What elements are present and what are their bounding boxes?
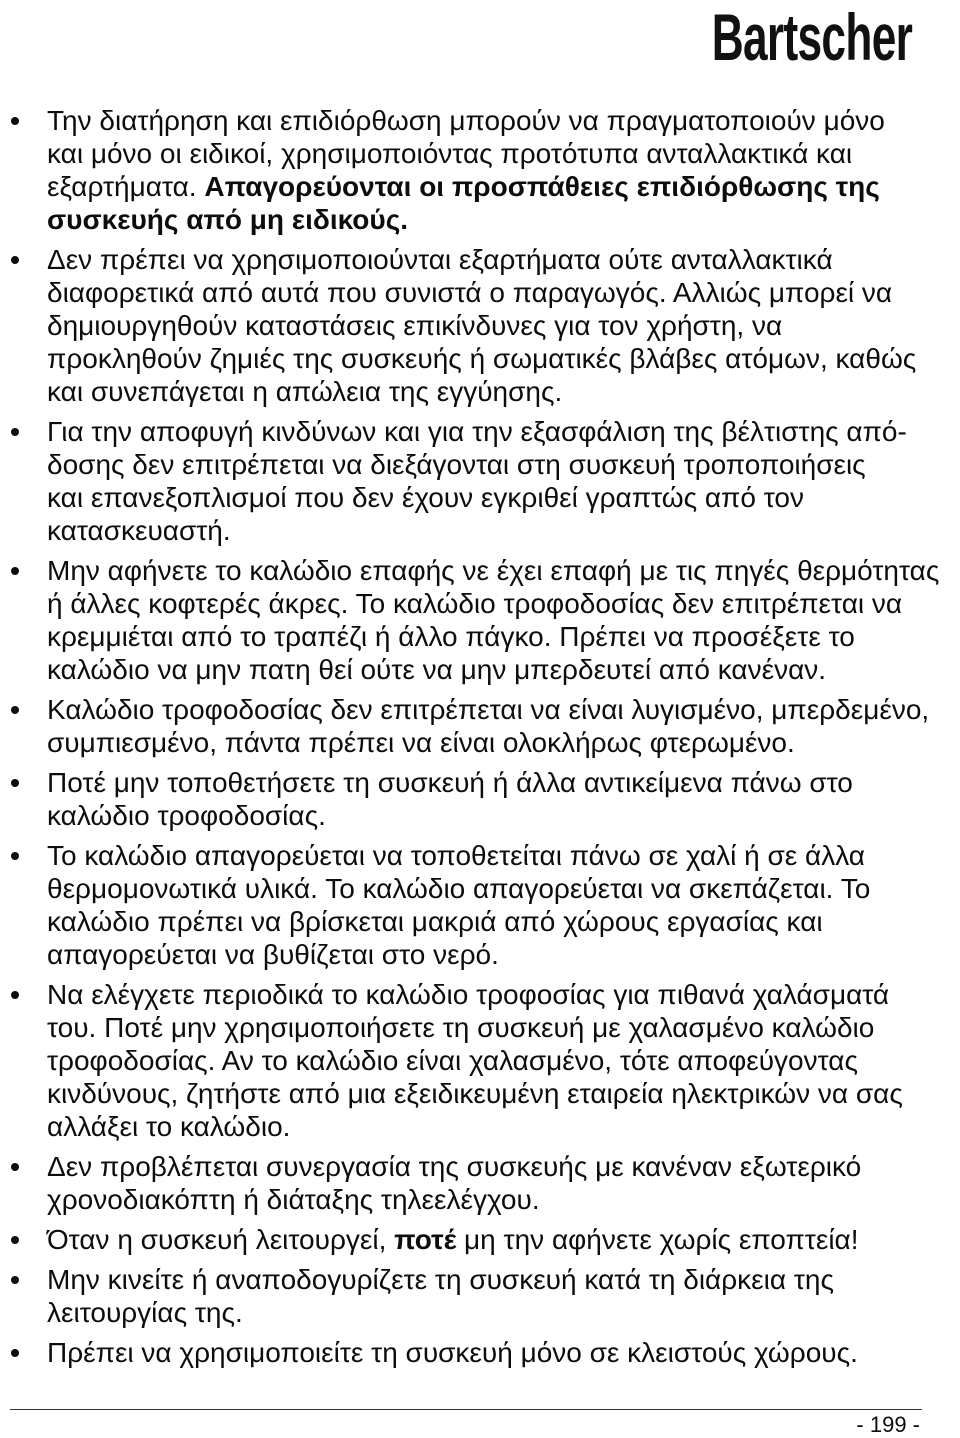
text-line: κατασκευαστή. (47, 515, 231, 546)
bullet-icon (11, 428, 19, 436)
text-line: Το καλώδιο απαγορεύεται να τοποθετείται πάνω σε χαλί ή σε άλλα (47, 840, 865, 871)
safety-instructions-list (0, 104, 960, 1376)
text-line: διαφορετικά από αυτά που συνιστά ο παραγωγός. Αλλιώς μπορεί να (47, 277, 893, 308)
text-line: και μόνο οι ειδικοί, χρησιμοποιόντας προτότυπα ανταλλακτικά και (47, 138, 853, 169)
bold-text: ποτέ (394, 1224, 457, 1255)
list-item (0, 839, 960, 971)
text-line: καλώδιο πρέπει να βρίσκεται μακριά από χώρους εργασίας και (47, 906, 823, 937)
text-line: καλώδιο τροφοδοσίας. (47, 800, 326, 831)
bullet-icon (11, 1276, 19, 1284)
list-item (0, 415, 960, 547)
text-line: Πρέπει να χρησιμοποιείτε τη συσκευή μόνο σε κλειστούς χώρους. (47, 1337, 858, 1368)
bullet-icon (11, 991, 19, 999)
brand-logo (711, 0, 912, 74)
text-line: προκληθούν ζημιές της συσκευής ή σωματικές βλάβες ατόμων, καθώς (47, 343, 917, 374)
text-line: απαγορεύεται να βυθίζεται στο νερό. (47, 939, 499, 970)
regular-text: Όταν η συσκευή λειτουργεί, (47, 1224, 395, 1255)
bold-text: Απαγορεύονται οι προσπάθειες επιδιόρθωσης της (204, 171, 880, 202)
text-line (47, 170, 960, 203)
bullet-icon (11, 779, 19, 787)
text-line: Μην κινείτε ή αναποδογυρίζετε τη συσκευή κατά τη διάρκεια της (47, 1264, 834, 1295)
bullet-icon (11, 1236, 19, 1244)
text-line: Να ελέγχετε περιοδικά το καλώδιο τροφοσίας για πιθανά χαλάσματά (47, 979, 890, 1010)
text-line: λειτουργίας της. (47, 1297, 243, 1328)
text-line: αλλάξει το καλώδιο. (47, 1111, 291, 1142)
bullet-icon (11, 567, 19, 575)
bullet-icon (11, 1349, 19, 1357)
text-line: κινδύνους, ζητήστε από μια εξειδικευμένη εταιρεία ηλεκτρικών να σας (47, 1078, 903, 1109)
text-line: τροφοδοσίας. Αν το καλώδιο είναι χαλασμένο, τότε αποφεύγοντας (47, 1045, 858, 1076)
list-item (0, 693, 960, 759)
text-line: συσκευής από μη ειδικούς. (47, 204, 409, 235)
text-line: Ποτέ μην τοποθετήσετε τη συσκευή ή άλλα αντικείμενα πάνω στο (47, 767, 853, 798)
text-line: καλώδιο να μην πατη θεί ούτε να μην μπερδευτεί από κανέναν. (47, 654, 827, 685)
bullet-icon (11, 256, 19, 264)
list-item (0, 766, 960, 832)
bullet-icon (11, 706, 19, 714)
text-line: Για την αποφυγή κινδύνων και για την εξασφάλιση της βέλτιστης από- (47, 416, 907, 447)
list-item (0, 1223, 960, 1256)
bullet-icon (11, 117, 19, 125)
list-item (0, 243, 960, 408)
text-line: χρονοδιακόπτη ή διάταξης τηλεελέγχου. (47, 1184, 540, 1215)
list-item (0, 554, 960, 686)
list-item (0, 104, 960, 236)
bullet-icon (11, 852, 19, 860)
text-line: συμπιεσμένο, πάντα πρέπει να είναι ολοκλήρως φτερωμένο. (47, 727, 795, 758)
page-number: - 199 - (856, 1412, 920, 1437)
text-line: Καλώδιο τροφοδοσίας δεν επιτρέπεται να είναι λυγισμένο, μπερδεμένο, (47, 694, 930, 725)
text-line: ή άλλες κοφτερές άκρες. Το καλώδιο τροφοδοσίας δεν επιτρέπεται να (47, 588, 903, 619)
list-item (0, 1263, 960, 1329)
footer-divider (10, 1409, 922, 1410)
text-line: κρεμμιέται από το τραπέζι ή άλλο πάγκο. Πρέπει να προσέξετε το (47, 621, 855, 652)
text-line: Μην αφήνετε το καλώδιο επαφής νε έχει επαφή με τις πηγές θερμότητας (47, 555, 940, 586)
text-line: Δεν πρέπει να χρησιμοποιούνται εξαρτήματα ούτε ανταλλακτικά (47, 244, 833, 275)
list-item (0, 978, 960, 1143)
regular-text: μη την αφήνετε χωρίς εποπτεία! (456, 1224, 859, 1255)
text-line: και επανεξοπλισμοί που δεν έχουν εγκριθεί γραπτώς από τον (47, 482, 804, 513)
text-line: του. Ποτέ μην χρησιμοποιήσετε τη συσκευή με χαλασμένο καλώδιο (47, 1012, 875, 1043)
list-item (0, 1150, 960, 1216)
text-line: Την διατήρηση και επιδιόρθωση μπορούν να πραγματοποιούν μόνο (47, 105, 885, 136)
bullet-icon (11, 1163, 19, 1171)
text-line: δοσης δεν επιτρέπεται να διεξάγονται στη συσκευή τροποποιήσεις (47, 449, 866, 480)
text-line: θερμομονωτικά υλικά. Το καλώδιο απαγορεύεται να σκεπάζεται. Το (47, 873, 871, 904)
text-line: και συνεπάγεται η απώλεια της εγγύησης. (47, 376, 563, 407)
text-line: Δεν προβλέπεται συνεργασία της συσκευής με κανέναν εξωτερικό (47, 1151, 862, 1182)
logo-wordmark: Bartscher (711, 0, 912, 74)
list-item (0, 1336, 960, 1369)
text-line (47, 1223, 960, 1256)
text-line: δημιουργηθούν καταστάσεις επικίνδυνες για τον χρήστη, να (47, 310, 783, 341)
regular-text: εξαρτήματα. (47, 171, 205, 202)
